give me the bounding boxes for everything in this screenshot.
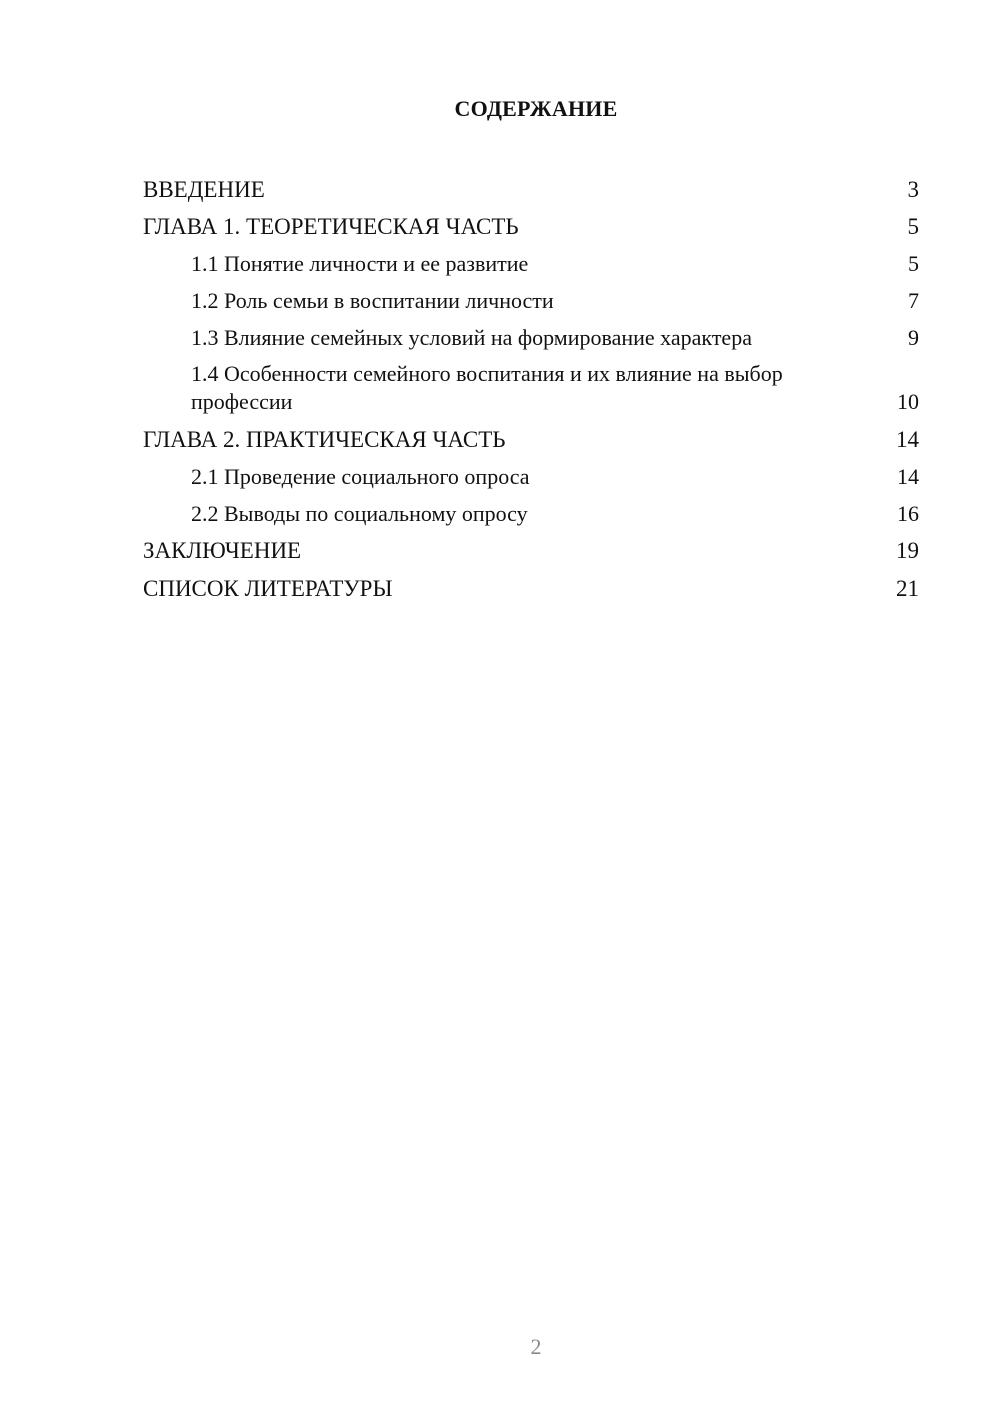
toc-entry-page: 14 — [897, 463, 919, 489]
toc-entry-title: ГЛАВА 2. ПРАКТИЧЕСКАЯ ЧАСТЬ — [143, 426, 506, 452]
toc-entry-title: ГЛАВА 1. ТЕОРЕТИЧЕСКАЯ ЧАСТЬ — [143, 214, 519, 239]
toc-entry-title: 1.3 Влияние семейных условий на формирование характера — [191, 325, 752, 350]
toc-entry-page: 21 — [896, 575, 919, 601]
toc-entry-section-2-1[interactable] — [143, 458, 919, 495]
toc-entry-title: 2.2 Выводы по социальному опросу — [191, 500, 528, 526]
toc-entry-title: 1.1 Понятие личности и ее развитие — [191, 251, 529, 276]
toc-entry-page: 5 — [908, 251, 919, 276]
toc-entry-page: 5 — [907, 214, 919, 239]
toc-entry-page: 14 — [896, 426, 919, 452]
toc-entry-section-1-4[interactable] — [143, 356, 919, 420]
toc-entry-page: 10 — [897, 389, 919, 414]
toc-entry-bibliography[interactable] — [143, 569, 919, 607]
toc-entry-title: ВВЕДЕНИЕ — [143, 176, 265, 202]
toc-entry-title: 1.2 Роль семьи в воспитании личности — [191, 288, 554, 313]
toc-entry-title: СПИСОК ЛИТЕРАТУРЫ — [143, 575, 393, 601]
toc-entry-chapter-1[interactable] — [143, 208, 919, 246]
toc-entry-page: 3 — [907, 176, 919, 202]
toc-entry-title: 1.4 Особенности семейного воспитания и их влияние на выбор профессии — [191, 361, 783, 414]
toc-entry-chapter-2[interactable] — [143, 420, 919, 458]
table-of-contents — [143, 170, 919, 607]
toc-heading: СОДЕРЖАНИЕ — [454, 96, 618, 121]
toc-entry-title: ЗАКЛЮЧЕНИЕ — [143, 538, 302, 563]
toc-entry-page: 7 — [908, 288, 919, 313]
toc-entry-section-1-2[interactable] — [143, 282, 919, 319]
toc-entry-section-2-2[interactable] — [143, 495, 919, 532]
toc-entry-title: 2.1 Проведение социального опроса — [191, 463, 530, 489]
toc-entry-introduction[interactable] — [143, 170, 919, 208]
toc-entry-page: 9 — [908, 325, 919, 350]
toc-entry-section-1-1[interactable] — [143, 245, 919, 282]
page-number: 2 — [530, 1334, 542, 1359]
toc-entry-page: 16 — [897, 500, 919, 526]
toc-entry-section-1-3[interactable] — [143, 319, 919, 356]
toc-entry-conclusion[interactable] — [143, 532, 919, 570]
toc-entry-page: 19 — [896, 538, 919, 563]
